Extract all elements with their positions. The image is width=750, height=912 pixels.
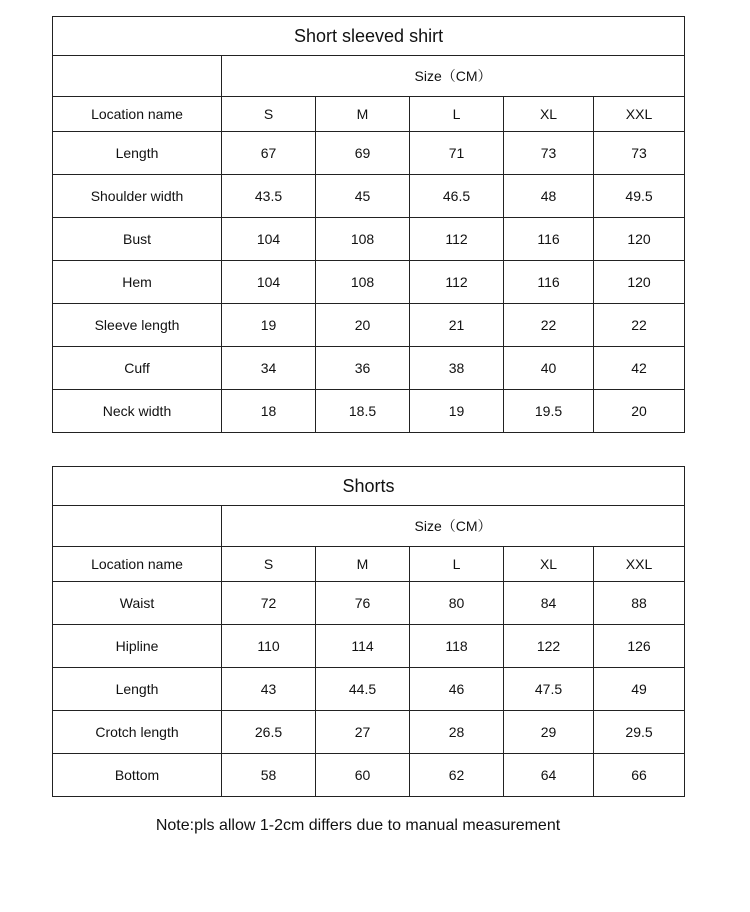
shorts-measurement-cell: 26.5 — [222, 711, 316, 754]
shorts-measurement-cell: 43 — [222, 668, 316, 711]
shirt-table-row — [53, 132, 685, 175]
shirt-measurement-cell: 21 — [410, 304, 504, 347]
shirt-row-label: Shoulder width — [53, 175, 222, 218]
shorts-size-header: L — [410, 547, 504, 582]
shirt-header-row — [53, 97, 685, 132]
shirt-measurement-cell: 46.5 — [410, 175, 504, 218]
shirt-measurement-cell: 40 — [504, 347, 594, 390]
shorts-table-row — [53, 754, 685, 797]
shirt-row-label: Hem — [53, 261, 222, 304]
shorts-measurement-cell: 80 — [410, 582, 504, 625]
shirt-measurement-cell: 22 — [504, 304, 594, 347]
shorts-measurement-cell: 122 — [504, 625, 594, 668]
shirt-measurement-cell: 19.5 — [504, 390, 594, 433]
shorts-measurement-cell: 64 — [504, 754, 594, 797]
shorts-table-row — [53, 625, 685, 668]
shorts-measurement-cell: 44.5 — [316, 668, 410, 711]
shirt-measurement-cell: 19 — [222, 304, 316, 347]
shorts-measurement-cell: 49 — [594, 668, 685, 711]
shorts-measurement-cell: 62 — [410, 754, 504, 797]
shirt-measurement-cell: 69 — [316, 132, 410, 175]
shirt-measurement-cell: 116 — [504, 261, 594, 304]
shorts-size-row — [53, 506, 685, 547]
shorts-measurement-cell: 110 — [222, 625, 316, 668]
shorts-measurement-cell: 60 — [316, 754, 410, 797]
shirt-table-row — [53, 218, 685, 261]
shirt-row-label: Neck width — [53, 390, 222, 433]
shirt-measurement-cell: 73 — [594, 132, 685, 175]
shorts-measurement-cell: 47.5 — [504, 668, 594, 711]
shorts-location-header: Location name — [53, 547, 222, 582]
shirt-table-body — [53, 17, 685, 433]
shorts-size-table — [52, 466, 685, 797]
shirt-size-row — [53, 56, 685, 97]
shorts-measurement-cell: 58 — [222, 754, 316, 797]
shirt-table-row — [53, 175, 685, 218]
shirt-measurement-cell: 18.5 — [316, 390, 410, 433]
shorts-measurement-cell: 29.5 — [594, 711, 685, 754]
shorts-measurement-cell: 114 — [316, 625, 410, 668]
shirt-row-label: Bust — [53, 218, 222, 261]
shirt-size-header: XXL — [594, 97, 685, 132]
shorts-measurement-cell: 29 — [504, 711, 594, 754]
shirt-measurement-cell: 36 — [316, 347, 410, 390]
measurement-note: Note:pls allow 1-2cm differs due to manual measurement — [155, 817, 561, 834]
shorts-measurement-cell: 28 — [410, 711, 504, 754]
shirt-table-row — [53, 304, 685, 347]
shirt-measurement-cell: 20 — [316, 304, 410, 347]
shorts-measurement-cell: 76 — [316, 582, 410, 625]
shorts-table-row — [53, 668, 685, 711]
shorts-size-header: S — [222, 547, 316, 582]
shorts-size-unit-label: Size（CM） — [222, 506, 685, 547]
shirt-title-row — [53, 17, 685, 56]
shorts-table-title: Shorts — [53, 467, 685, 506]
shorts-row-label: Hipline — [53, 625, 222, 668]
shirt-measurement-cell: 112 — [410, 261, 504, 304]
shorts-measurement-cell: 46 — [410, 668, 504, 711]
shirt-size-header: M — [316, 97, 410, 132]
shirt-measurement-cell: 120 — [594, 218, 685, 261]
shirt-size-header: XL — [504, 97, 594, 132]
shirt-row-label: Cuff — [53, 347, 222, 390]
shirt-measurement-cell: 67 — [222, 132, 316, 175]
shirt-table-row — [53, 347, 685, 390]
shorts-table-body — [53, 467, 685, 797]
shirt-measurement-cell: 104 — [222, 261, 316, 304]
shirt-measurement-cell: 120 — [594, 261, 685, 304]
shirt-size-unit-label: Size（CM） — [222, 56, 685, 97]
shorts-table-row — [53, 711, 685, 754]
shirt-size-table — [52, 16, 685, 433]
shorts-measurement-cell: 88 — [594, 582, 685, 625]
shorts-row-label: Bottom — [53, 754, 222, 797]
shorts-row-label: Length — [53, 668, 222, 711]
shirt-row-label: Sleeve length — [53, 304, 222, 347]
shirt-measurement-cell: 22 — [594, 304, 685, 347]
shirt-table-row — [53, 261, 685, 304]
shorts-measurement-cell: 72 — [222, 582, 316, 625]
shirt-row-label: Length — [53, 132, 222, 175]
shirt-table-row — [53, 390, 685, 433]
shirt-measurement-cell: 38 — [410, 347, 504, 390]
shorts-row-label: Crotch length — [53, 711, 222, 754]
shirt-measurement-cell: 108 — [316, 218, 410, 261]
shirt-size-header: S — [222, 97, 316, 132]
shirt-measurement-cell: 104 — [222, 218, 316, 261]
shorts-size-header: XL — [504, 547, 594, 582]
shorts-title-row — [53, 467, 685, 506]
shirt-table-title: Short sleeved shirt — [53, 17, 685, 56]
shirt-empty-cell — [53, 56, 222, 97]
shirt-size-header: L — [410, 97, 504, 132]
shorts-measurement-cell: 66 — [594, 754, 685, 797]
shirt-location-header: Location name — [53, 97, 222, 132]
shirt-measurement-cell: 19 — [410, 390, 504, 433]
shirt-measurement-cell: 49.5 — [594, 175, 685, 218]
shorts-measurement-cell: 118 — [410, 625, 504, 668]
shirt-measurement-cell: 20 — [594, 390, 685, 433]
shirt-measurement-cell: 116 — [504, 218, 594, 261]
shirt-measurement-cell: 42 — [594, 347, 685, 390]
shorts-measurement-cell: 27 — [316, 711, 410, 754]
shirt-measurement-cell: 45 — [316, 175, 410, 218]
shirt-measurement-cell: 48 — [504, 175, 594, 218]
shorts-measurement-cell: 84 — [504, 582, 594, 625]
shorts-table-row — [53, 582, 685, 625]
shorts-header-row — [53, 547, 685, 582]
shirt-measurement-cell: 71 — [410, 132, 504, 175]
shorts-row-label: Waist — [53, 582, 222, 625]
shirt-measurement-cell: 108 — [316, 261, 410, 304]
shorts-empty-cell — [53, 506, 222, 547]
shirt-measurement-cell: 112 — [410, 218, 504, 261]
shirt-measurement-cell: 18 — [222, 390, 316, 433]
shirt-measurement-cell: 73 — [504, 132, 594, 175]
shorts-size-header: XXL — [594, 547, 685, 582]
shorts-size-header: M — [316, 547, 410, 582]
shirt-measurement-cell: 34 — [222, 347, 316, 390]
shorts-measurement-cell: 126 — [594, 625, 685, 668]
shirt-measurement-cell: 43.5 — [222, 175, 316, 218]
